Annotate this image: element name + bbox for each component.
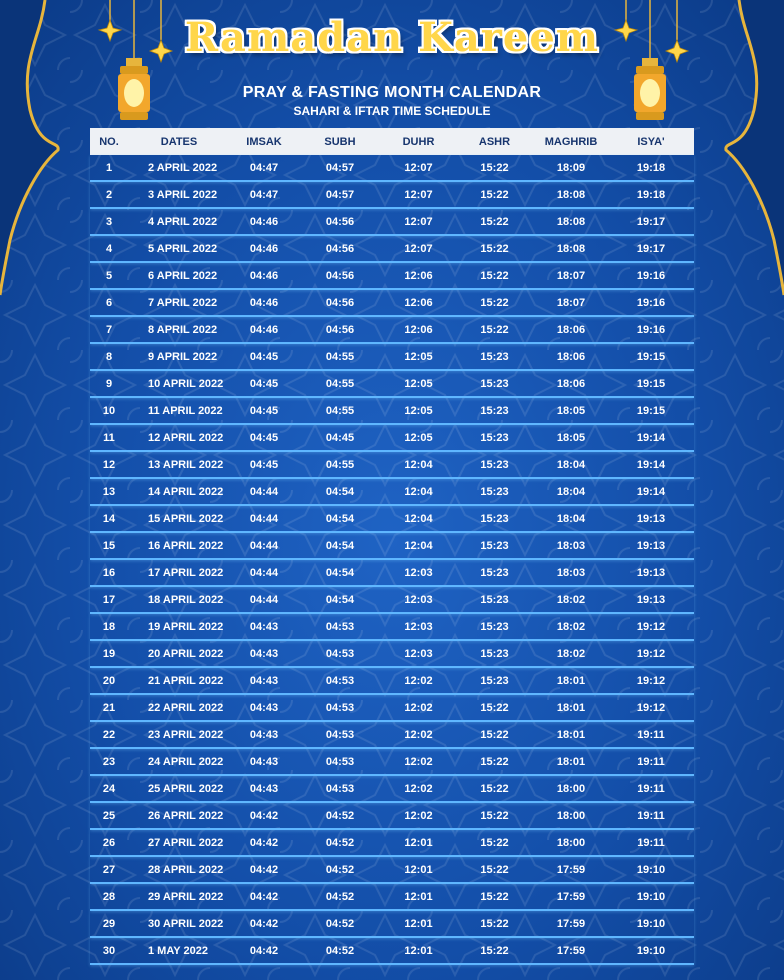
cell-duhr: 12:02 bbox=[404, 755, 433, 768]
table-row bbox=[90, 695, 694, 722]
table-row bbox=[90, 479, 694, 506]
cell-ashr: 15:22 bbox=[480, 782, 509, 795]
cell-maghrib: 18:02 bbox=[556, 593, 586, 606]
cell-imsak: 04:44 bbox=[249, 566, 279, 579]
cell-subh: 04:53 bbox=[325, 728, 355, 741]
cell-ashr: 15:23 bbox=[480, 458, 509, 471]
cell-subh: 04:53 bbox=[325, 782, 355, 795]
cell-date: 16 APRIL 2022 bbox=[148, 539, 224, 552]
cell-no: 13 bbox=[102, 485, 116, 498]
cell-subh: 04:56 bbox=[325, 215, 355, 228]
cell-maghrib: 17:59 bbox=[556, 944, 586, 957]
cell-date: 2 APRIL 2022 bbox=[148, 161, 218, 174]
cell-maghrib: 18:08 bbox=[556, 188, 586, 201]
cell-subh: 04:53 bbox=[325, 701, 355, 714]
cell-duhr: 12:01 bbox=[404, 944, 433, 957]
cell-isya: 19:11 bbox=[637, 809, 665, 822]
cell-duhr: 12:06 bbox=[404, 323, 433, 336]
cell-isya: 19:12 bbox=[636, 701, 666, 714]
table-row bbox=[90, 533, 694, 560]
cell-no: 29 bbox=[102, 917, 116, 930]
cell-no: 8 bbox=[105, 350, 113, 363]
column-header-dates: DATES bbox=[160, 135, 198, 148]
cell-subh: 04:55 bbox=[325, 377, 355, 390]
cell-date: 25 APRIL 2022 bbox=[148, 782, 224, 795]
cell-imsak: 04:45 bbox=[249, 377, 279, 390]
cell-duhr: 12:03 bbox=[404, 647, 433, 660]
cell-maghrib: 17:59 bbox=[556, 917, 586, 930]
cell-isya: 19:14 bbox=[636, 458, 666, 471]
cell-duhr: 12:02 bbox=[404, 701, 433, 714]
cell-maghrib: 18:00 bbox=[556, 809, 586, 822]
cell-isya: 19:14 bbox=[636, 485, 666, 498]
cell-duhr: 12:04 bbox=[404, 539, 433, 552]
cell-imsak: 04:43 bbox=[249, 728, 279, 741]
cell-isya: 19:16 bbox=[636, 296, 666, 309]
table-row bbox=[90, 614, 694, 641]
cell-imsak: 04:45 bbox=[249, 404, 279, 417]
cell-duhr: 12:01 bbox=[404, 863, 433, 876]
cell-no: 25 bbox=[102, 809, 116, 822]
cell-imsak: 04:42 bbox=[249, 863, 279, 876]
cell-imsak: 04:42 bbox=[249, 890, 279, 903]
cell-maghrib: 18:02 bbox=[556, 620, 586, 633]
cell-isya: 19:15 bbox=[636, 404, 666, 417]
table-row bbox=[90, 425, 694, 452]
cell-no: 7 bbox=[105, 323, 113, 336]
column-header-maghrib: MAGHRIB bbox=[544, 135, 598, 148]
cell-isya: 19:13 bbox=[636, 566, 666, 579]
cell-no: 21 bbox=[102, 701, 116, 714]
cell-isya: 19:11 bbox=[637, 836, 665, 849]
cell-date: 15 APRIL 2022 bbox=[148, 512, 224, 525]
cell-maghrib: 18:01 bbox=[556, 701, 586, 714]
schedule-table bbox=[90, 128, 694, 965]
cell-ashr: 15:22 bbox=[480, 809, 509, 822]
cell-isya: 19:18 bbox=[636, 161, 666, 174]
cell-date: 3 APRIL 2022 bbox=[148, 188, 218, 201]
table-row bbox=[90, 263, 694, 290]
cell-maghrib: 18:05 bbox=[556, 404, 586, 417]
cell-isya: 19:11 bbox=[637, 755, 665, 768]
cell-no: 6 bbox=[105, 296, 113, 309]
cell-maghrib: 18:01 bbox=[556, 674, 586, 687]
cell-date: 27 APRIL 2022 bbox=[148, 836, 224, 849]
cell-ashr: 15:23 bbox=[480, 485, 509, 498]
cell-subh: 04:56 bbox=[325, 296, 355, 309]
cell-no: 27 bbox=[102, 863, 116, 876]
cell-subh: 04:55 bbox=[325, 350, 355, 363]
cell-no: 30 bbox=[102, 944, 116, 957]
cell-maghrib: 17:59 bbox=[556, 890, 586, 903]
cell-subh: 04:52 bbox=[325, 944, 355, 957]
table-row bbox=[90, 803, 694, 830]
cell-duhr: 12:02 bbox=[404, 782, 433, 795]
cell-ashr: 15:23 bbox=[480, 404, 509, 417]
cell-ashr: 15:23 bbox=[480, 539, 509, 552]
cell-isya: 19:14 bbox=[636, 431, 666, 444]
cell-subh: 04:52 bbox=[325, 863, 355, 876]
cell-ashr: 15:22 bbox=[480, 215, 509, 228]
cell-ashr: 15:22 bbox=[480, 728, 509, 741]
cell-no: 16 bbox=[102, 566, 116, 579]
cell-ashr: 15:22 bbox=[480, 269, 509, 282]
cell-subh: 04:52 bbox=[325, 809, 355, 822]
cell-maghrib: 18:06 bbox=[556, 377, 586, 390]
cell-isya: 19:13 bbox=[636, 539, 666, 552]
cell-isya: 19:12 bbox=[636, 620, 666, 633]
cell-date: 20 APRIL 2022 bbox=[148, 647, 224, 660]
cell-duhr: 12:07 bbox=[404, 215, 433, 228]
cell-imsak: 04:46 bbox=[249, 269, 279, 282]
table-row bbox=[90, 911, 694, 938]
cell-date: 13 APRIL 2022 bbox=[148, 458, 224, 471]
cell-date: 22 APRIL 2022 bbox=[148, 701, 224, 714]
cell-subh: 04:56 bbox=[325, 269, 355, 282]
cell-date: 8 APRIL 2022 bbox=[148, 323, 218, 336]
cell-imsak: 04:44 bbox=[249, 512, 279, 525]
cell-subh: 04:54 bbox=[325, 485, 355, 498]
cell-imsak: 04:46 bbox=[249, 296, 279, 309]
cell-maghrib: 18:04 bbox=[556, 512, 586, 525]
cell-ashr: 15:22 bbox=[480, 323, 509, 336]
table-row bbox=[90, 452, 694, 479]
cell-ashr: 15:23 bbox=[480, 377, 509, 390]
cell-imsak: 04:45 bbox=[249, 431, 279, 444]
cell-imsak: 04:47 bbox=[249, 161, 279, 174]
table-row bbox=[90, 155, 694, 182]
table-header bbox=[90, 128, 694, 155]
cell-date: 19 APRIL 2022 bbox=[148, 620, 224, 633]
table-row bbox=[90, 884, 694, 911]
cell-ashr: 15:22 bbox=[480, 917, 509, 930]
cell-date: 18 APRIL 2022 bbox=[148, 593, 224, 606]
cell-ashr: 15:22 bbox=[480, 890, 509, 903]
cell-imsak: 04:45 bbox=[249, 458, 279, 471]
cell-isya: 19:12 bbox=[636, 674, 666, 687]
cell-duhr: 12:07 bbox=[404, 242, 433, 255]
table-row bbox=[90, 398, 694, 425]
column-header-subh: SUBH bbox=[324, 135, 356, 148]
cell-maghrib: 18:05 bbox=[556, 431, 586, 444]
cell-isya: 19:12 bbox=[636, 647, 666, 660]
cell-duhr: 12:05 bbox=[404, 404, 433, 417]
cell-imsak: 04:42 bbox=[249, 944, 279, 957]
cell-date: 7 APRIL 2022 bbox=[148, 296, 218, 309]
cell-duhr: 12:04 bbox=[404, 485, 433, 498]
cell-date: 29 APRIL 2022 bbox=[148, 890, 224, 903]
cell-maghrib: 18:04 bbox=[556, 485, 586, 498]
cell-duhr: 12:07 bbox=[404, 188, 433, 201]
cell-subh: 04:56 bbox=[325, 323, 355, 336]
cell-isya: 19:16 bbox=[636, 323, 666, 336]
cell-date: 6 APRIL 2022 bbox=[148, 269, 218, 282]
cell-isya: 19:18 bbox=[636, 188, 666, 201]
table-row bbox=[90, 371, 694, 398]
cell-imsak: 04:45 bbox=[249, 350, 279, 363]
cell-subh: 04:52 bbox=[325, 917, 355, 930]
cell-maghrib: 18:07 bbox=[556, 269, 586, 282]
cell-isya: 19:10 bbox=[636, 944, 666, 957]
cell-imsak: 04:42 bbox=[249, 836, 279, 849]
cell-imsak: 04:46 bbox=[249, 323, 279, 336]
cell-no: 18 bbox=[102, 620, 116, 633]
cell-ashr: 15:23 bbox=[480, 674, 509, 687]
cell-no: 2 bbox=[105, 188, 113, 201]
cell-ashr: 15:22 bbox=[480, 755, 509, 768]
cell-ashr: 15:23 bbox=[480, 512, 509, 525]
cell-subh: 04:55 bbox=[325, 458, 355, 471]
cell-maghrib: 18:03 bbox=[556, 566, 586, 579]
cell-ashr: 15:23 bbox=[480, 593, 509, 606]
table-row bbox=[90, 560, 694, 587]
cell-isya: 19:16 bbox=[636, 269, 666, 282]
cell-date: 4 APRIL 2022 bbox=[148, 215, 218, 228]
cell-isya: 19:10 bbox=[636, 917, 666, 930]
cell-duhr: 12:07 bbox=[404, 161, 433, 174]
cell-maghrib: 18:08 bbox=[556, 215, 586, 228]
cell-imsak: 04:44 bbox=[249, 539, 279, 552]
column-header-isya: ISYA' bbox=[637, 135, 665, 148]
cell-maghrib: 18:03 bbox=[556, 539, 586, 552]
cell-ashr: 15:23 bbox=[480, 566, 509, 579]
cell-duhr: 12:05 bbox=[404, 350, 433, 363]
cell-subh: 04:56 bbox=[325, 242, 355, 255]
cell-no: 3 bbox=[105, 215, 113, 228]
table-row bbox=[90, 587, 694, 614]
cell-duhr: 12:06 bbox=[404, 296, 433, 309]
cell-date: 10 APRIL 2022 bbox=[148, 377, 224, 390]
cell-no: 28 bbox=[102, 890, 116, 903]
table-row bbox=[90, 857, 694, 884]
cell-maghrib: 18:01 bbox=[556, 728, 586, 741]
cell-duhr: 12:05 bbox=[404, 431, 433, 444]
cell-subh: 04:52 bbox=[325, 836, 355, 849]
cell-duhr: 12:03 bbox=[404, 566, 433, 579]
cell-subh: 04:54 bbox=[325, 593, 355, 606]
cell-subh: 04:45 bbox=[325, 431, 355, 444]
page-subtitle-secondary: SAHARI & IFTAR TIME SCHEDULE bbox=[293, 104, 491, 118]
cell-isya: 19:11 bbox=[637, 728, 665, 741]
cell-ashr: 15:22 bbox=[480, 188, 509, 201]
table-body bbox=[90, 155, 694, 965]
cell-ashr: 15:22 bbox=[480, 701, 509, 714]
cell-duhr: 12:02 bbox=[404, 809, 433, 822]
cell-imsak: 04:43 bbox=[249, 701, 279, 714]
cell-ashr: 15:22 bbox=[480, 161, 509, 174]
column-header-imsak: IMSAK bbox=[246, 135, 282, 148]
cell-maghrib: 18:07 bbox=[556, 296, 586, 309]
cell-maghrib: 18:08 bbox=[556, 242, 586, 255]
cell-no: 11 bbox=[103, 431, 115, 444]
cell-isya: 19:17 bbox=[636, 215, 666, 228]
cell-no: 26 bbox=[102, 836, 116, 849]
cell-ashr: 15:23 bbox=[480, 647, 509, 660]
cell-date: 21 APRIL 2022 bbox=[148, 674, 224, 687]
cell-imsak: 04:43 bbox=[249, 647, 279, 660]
cell-no: 10 bbox=[102, 404, 116, 417]
cell-isya: 19:11 bbox=[637, 782, 665, 795]
cell-imsak: 04:44 bbox=[249, 485, 279, 498]
cell-maghrib: 18:09 bbox=[556, 161, 586, 174]
table-row bbox=[90, 776, 694, 803]
cell-date: 28 APRIL 2022 bbox=[148, 863, 224, 876]
table-row bbox=[90, 668, 694, 695]
cell-date: 17 APRIL 2022 bbox=[148, 566, 224, 579]
cell-subh: 04:57 bbox=[325, 161, 355, 174]
column-header-no: NO. bbox=[99, 135, 119, 148]
cell-date: 26 APRIL 2022 bbox=[148, 809, 224, 822]
cell-no: 20 bbox=[102, 674, 116, 687]
cell-duhr: 12:02 bbox=[404, 728, 433, 741]
cell-imsak: 04:43 bbox=[249, 620, 279, 633]
cell-no: 15 bbox=[102, 539, 116, 552]
cell-subh: 04:52 bbox=[325, 890, 355, 903]
cell-subh: 04:53 bbox=[325, 620, 355, 633]
column-header-ashr: ASHR bbox=[478, 135, 511, 148]
cell-maghrib: 18:02 bbox=[556, 647, 586, 660]
table-row bbox=[90, 209, 694, 236]
cell-duhr: 12:01 bbox=[404, 890, 433, 903]
table-row bbox=[90, 317, 694, 344]
cell-subh: 04:55 bbox=[325, 404, 355, 417]
cell-imsak: 04:43 bbox=[249, 674, 279, 687]
cell-ashr: 15:22 bbox=[480, 242, 509, 255]
cell-no: 5 bbox=[105, 269, 113, 282]
cell-duhr: 12:02 bbox=[404, 674, 433, 687]
cell-ashr: 15:23 bbox=[480, 620, 509, 633]
cell-isya: 19:15 bbox=[636, 377, 666, 390]
cell-duhr: 12:06 bbox=[404, 269, 433, 282]
cell-subh: 04:53 bbox=[325, 755, 355, 768]
cell-isya: 19:10 bbox=[636, 863, 666, 876]
cell-subh: 04:54 bbox=[325, 512, 355, 525]
table-row bbox=[90, 830, 694, 857]
cell-isya: 19:10 bbox=[636, 890, 666, 903]
cell-maghrib: 18:00 bbox=[556, 782, 586, 795]
cell-duhr: 12:05 bbox=[404, 377, 433, 390]
cell-imsak: 04:42 bbox=[249, 917, 279, 930]
cell-duhr: 12:01 bbox=[404, 836, 433, 849]
table-row bbox=[90, 938, 694, 965]
cell-imsak: 04:47 bbox=[249, 188, 279, 201]
cell-duhr: 12:03 bbox=[404, 620, 433, 633]
cell-subh: 04:54 bbox=[325, 566, 355, 579]
table-row bbox=[90, 236, 694, 263]
cell-date: 1 MAY 2022 bbox=[148, 944, 208, 957]
table-row bbox=[90, 182, 694, 209]
cell-subh: 04:54 bbox=[325, 539, 355, 552]
cell-subh: 04:53 bbox=[325, 674, 355, 687]
cell-no: 9 bbox=[105, 377, 113, 390]
cell-maghrib: 18:06 bbox=[556, 350, 586, 363]
table-row bbox=[90, 506, 694, 533]
cell-maghrib: 17:59 bbox=[556, 863, 586, 876]
cell-maghrib: 18:06 bbox=[556, 323, 586, 336]
cell-no: 19 bbox=[102, 647, 116, 660]
cell-subh: 04:53 bbox=[325, 647, 355, 660]
cell-no: 14 bbox=[102, 512, 116, 525]
cell-duhr: 12:04 bbox=[404, 458, 433, 471]
cell-isya: 19:13 bbox=[636, 593, 666, 606]
cell-duhr: 12:03 bbox=[404, 593, 433, 606]
cell-subh: 04:57 bbox=[325, 188, 355, 201]
cell-date: 11 APRIL 2022 bbox=[148, 404, 223, 417]
cell-no: 1 bbox=[105, 161, 113, 174]
cell-ashr: 15:22 bbox=[480, 836, 509, 849]
cell-date: 12 APRIL 2022 bbox=[148, 431, 224, 444]
cell-maghrib: 18:00 bbox=[556, 836, 586, 849]
cell-isya: 19:15 bbox=[636, 350, 666, 363]
cell-no: 23 bbox=[102, 755, 116, 768]
column-header-duhr: DUHR bbox=[402, 135, 435, 148]
cell-imsak: 04:46 bbox=[249, 215, 279, 228]
cell-imsak: 04:42 bbox=[249, 809, 279, 822]
cell-date: 24 APRIL 2022 bbox=[148, 755, 224, 768]
cell-duhr: 12:04 bbox=[404, 512, 433, 525]
page-subtitle: PRAY & FASTING MONTH CALENDAR bbox=[242, 84, 542, 101]
table-row bbox=[90, 290, 694, 317]
cell-no: 4 bbox=[105, 242, 113, 255]
cell-isya: 19:17 bbox=[636, 242, 666, 255]
cell-ashr: 15:22 bbox=[480, 944, 509, 957]
table-row bbox=[90, 722, 694, 749]
cell-ashr: 15:23 bbox=[480, 350, 509, 363]
cell-ashr: 15:23 bbox=[480, 431, 509, 444]
table-row bbox=[90, 641, 694, 668]
table-row bbox=[90, 344, 694, 371]
cell-ashr: 15:22 bbox=[480, 863, 509, 876]
cell-imsak: 04:46 bbox=[249, 242, 279, 255]
cell-imsak: 04:43 bbox=[249, 782, 279, 795]
page-title: Ramadan Kareem bbox=[184, 14, 600, 61]
table-row bbox=[90, 749, 694, 776]
cell-duhr: 12:01 bbox=[404, 917, 433, 930]
cell-imsak: 04:43 bbox=[249, 755, 279, 768]
cell-ashr: 15:22 bbox=[480, 296, 509, 309]
cell-date: 5 APRIL 2022 bbox=[148, 242, 218, 255]
cell-isya: 19:13 bbox=[636, 512, 666, 525]
cell-no: 22 bbox=[102, 728, 116, 741]
cell-no: 17 bbox=[102, 593, 116, 606]
cell-imsak: 04:44 bbox=[249, 593, 279, 606]
cell-no: 24 bbox=[102, 782, 116, 795]
cell-maghrib: 18:04 bbox=[556, 458, 586, 471]
cell-date: 30 APRIL 2022 bbox=[148, 917, 224, 930]
cell-maghrib: 18:01 bbox=[556, 755, 586, 768]
cell-date: 9 APRIL 2022 bbox=[148, 350, 218, 363]
cell-date: 23 APRIL 2022 bbox=[148, 728, 224, 741]
cell-date: 14 APRIL 2022 bbox=[148, 485, 224, 498]
cell-no: 12 bbox=[102, 458, 116, 471]
